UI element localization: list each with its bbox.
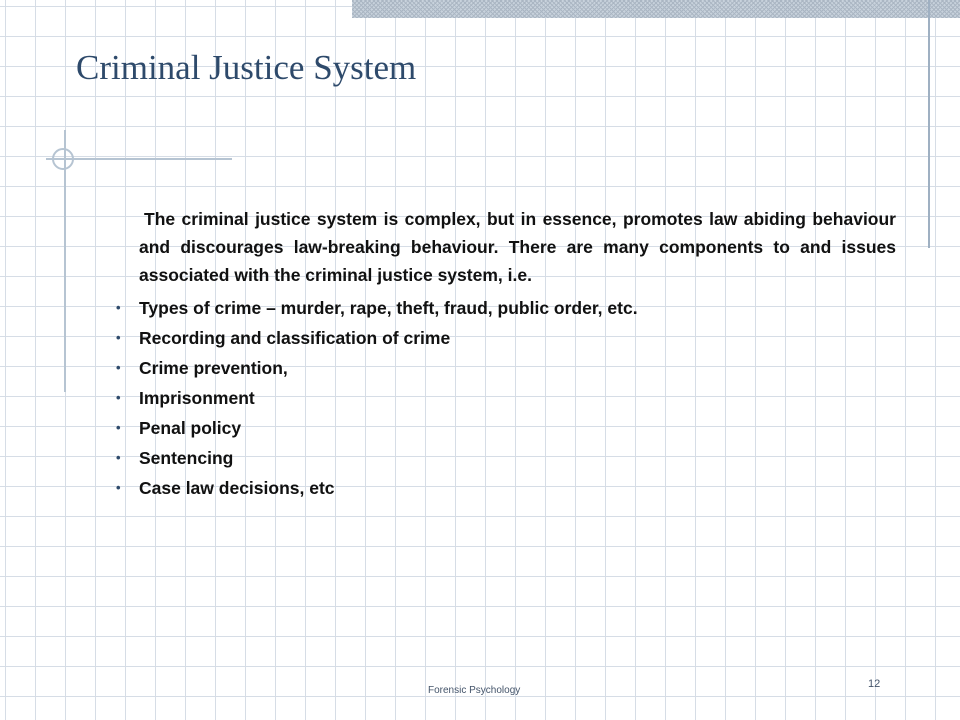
bullet-item <box>114 298 896 318</box>
corner-pattern-decoration <box>352 0 960 18</box>
page-number: 12 <box>868 678 881 690</box>
bullet-text: Crime prevention, <box>139 358 288 378</box>
intro-paragraph: The criminal justice system is complex, but in essence, promotes law abiding behaviour and discourages law-breaking behaviour. There are many components to and issues associated with the criminal justice system, i.e. <box>139 209 896 285</box>
bullet-icon: • <box>116 360 121 375</box>
bullet-text: Types of crime – murder, rape, theft, fraud, public order, etc. <box>139 298 638 318</box>
slide-title: Criminal Justice System <box>76 48 417 87</box>
bullet-item <box>114 358 896 378</box>
bullet-text: Sentencing <box>139 448 234 468</box>
bullet-icon: • <box>116 300 121 315</box>
bullet-text: Case law decisions, etc <box>139 478 335 498</box>
bullet-icon: • <box>116 330 121 345</box>
footer-label: Forensic Psychology <box>428 685 521 696</box>
bullet-item <box>114 478 896 498</box>
bullet-text: Penal policy <box>139 418 242 438</box>
bullet-icon: • <box>116 420 121 435</box>
bullet-item <box>114 328 896 348</box>
right-vertical-line <box>928 0 930 248</box>
bullet-list <box>114 298 896 498</box>
bullet-item <box>114 418 896 438</box>
crosshair-ring-decoration <box>52 148 74 170</box>
bullet-icon: • <box>116 480 121 495</box>
bullet-icon: • <box>116 390 121 405</box>
bullet-icon: • <box>116 450 121 465</box>
bullet-item <box>114 388 896 408</box>
bullet-text: Recording and classification of crime <box>139 328 451 348</box>
slide-body <box>114 205 896 508</box>
bullet-text: Imprisonment <box>139 388 255 408</box>
bullet-item <box>114 448 896 468</box>
